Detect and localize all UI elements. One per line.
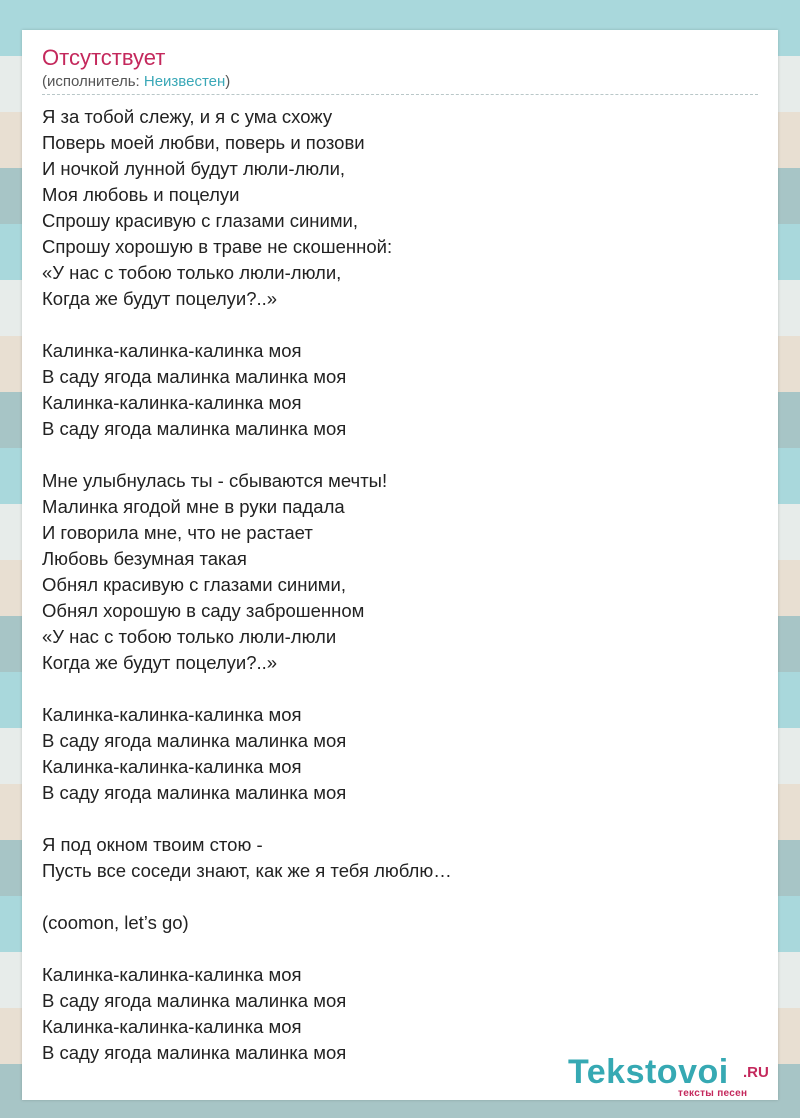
logo-domain: .RU (743, 1064, 769, 1081)
stanza-gap (42, 442, 758, 468)
lyric-line: «У нас с тобою только люли-люли (42, 626, 337, 647)
lyric-line: Калинка-калинка-калинка моя (42, 964, 302, 985)
lyric-line: Калинка-калинка-калинка моя (42, 1016, 302, 1037)
lyric-line: Поверь моей любви, поверь и позови (42, 132, 365, 153)
song-title: Отсутствует (42, 45, 166, 70)
lyric-line: Калинка-калинка-калинка моя (42, 704, 302, 725)
lyric-line: В саду ягода малинка малинка моя (42, 366, 347, 387)
lyric-line: Спрошу хорошую в траве не скошенной: (42, 236, 393, 257)
lyric-line: Мне улыбнулась ты - сбываются мечты! (42, 470, 388, 491)
lyric-line: Калинка-калинка-калинка моя (42, 756, 302, 777)
lyric-line: Обнял красивую с глазами синими, (42, 574, 346, 595)
site-logo[interactable] (568, 1052, 776, 1098)
header-divider (42, 94, 758, 95)
lyric-line: И ночкой лунной будут люли-люли, (42, 158, 346, 179)
lyric-line: И говорила мне, что не растает (42, 522, 313, 543)
lyric-line: Моя любовь и поцелуи (42, 184, 240, 205)
lyric-line: Калинка-калинка-калинка моя (42, 392, 302, 413)
lyric-line: Пусть все соседи знают, как же я тебя люблю… (42, 860, 452, 881)
lyric-line: В саду ягода малинка малинка моя (42, 1042, 347, 1063)
stanza-gap (42, 676, 758, 702)
lyric-line: Малинка ягодой мне в руки падала (42, 496, 345, 517)
lyric-line: В саду ягода малинка малинка моя (42, 418, 347, 439)
lyric-line: Когда же будут поцелуи?..» (42, 652, 278, 673)
lyrics-body (42, 104, 758, 1066)
stanza-gap (42, 936, 758, 962)
artist-prefix: (исполнитель: (42, 73, 144, 90)
lyric-line: В саду ягода малинка малинка моя (42, 730, 347, 751)
artist-suffix: ) (225, 73, 231, 90)
artist-line (42, 72, 758, 92)
song-header (42, 44, 758, 95)
lyric-line: Калинка-калинка-калинка моя (42, 340, 302, 361)
lyric-line: Любовь безумная такая (42, 548, 247, 569)
lyric-line: В саду ягода малинка малинка моя (42, 782, 347, 803)
stanza-gap (42, 884, 758, 910)
stanza-gap (42, 312, 758, 338)
lyric-line: Я за тобой слежу, и я с ума схожу (42, 106, 333, 127)
lyric-line: «У нас с тобою только люли-люли, (42, 262, 342, 283)
stanza-gap (42, 806, 758, 832)
lyric-line: В саду ягода малинка малинка моя (42, 990, 347, 1011)
artist-link[interactable]: Неизвестен (143, 73, 226, 90)
lyric-line: Когда же будут поцелуи?..» (42, 288, 278, 309)
lyrics-sheet (22, 30, 778, 1100)
lyric-line: Обнял хорошую в саду заброшенном (42, 600, 365, 621)
logo-tagline: тексты песен (678, 1088, 748, 1099)
lyric-line: (coomon, let’s go) (42, 912, 189, 933)
lyric-line: Я под окном твоим стою - (42, 834, 263, 855)
lyric-line: Спрошу красивую с глазами синими, (42, 210, 359, 231)
logo-wordmark: Tekstovoi (568, 1053, 729, 1091)
